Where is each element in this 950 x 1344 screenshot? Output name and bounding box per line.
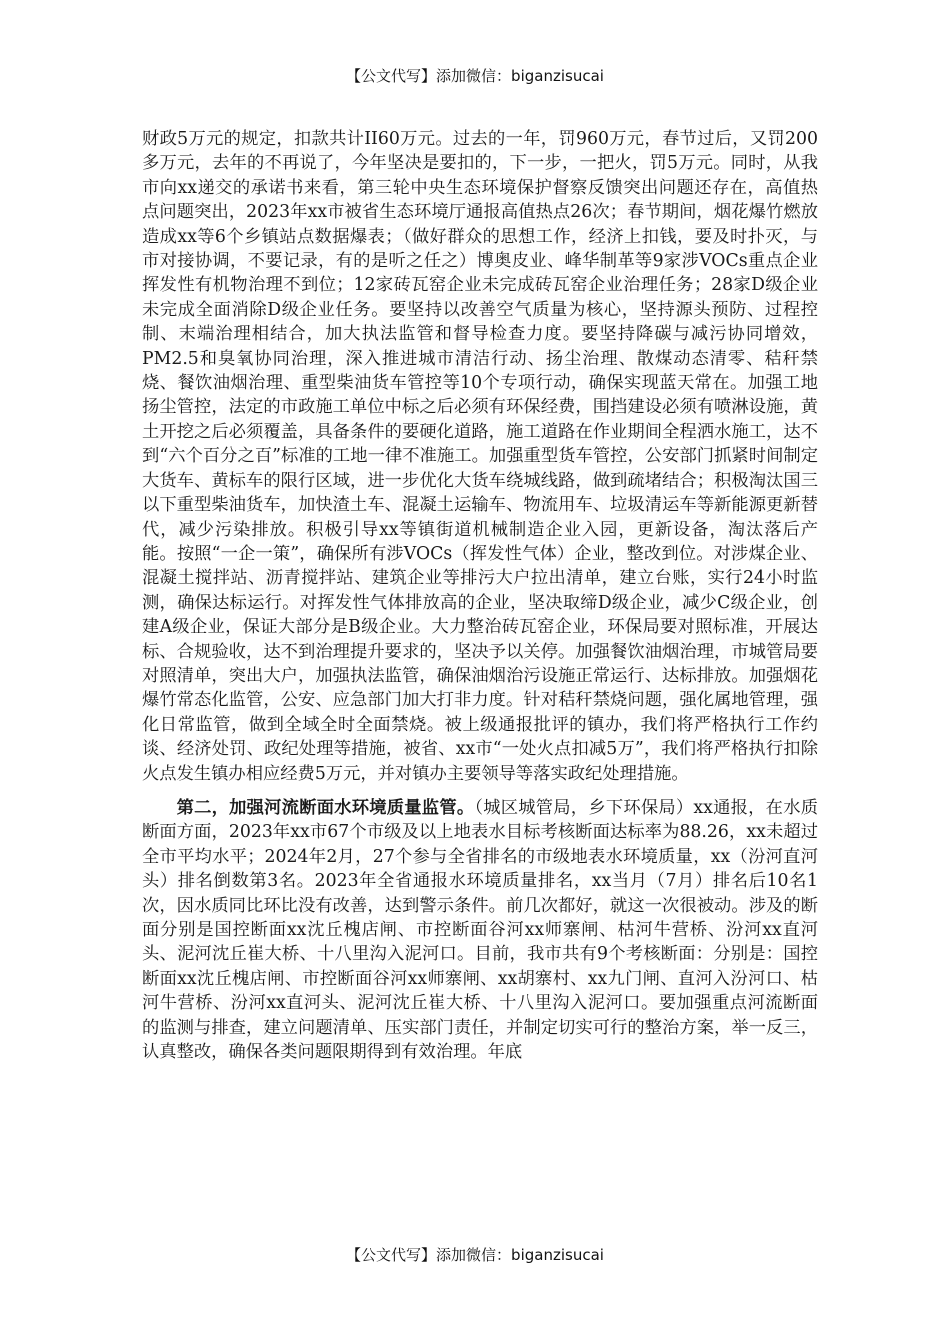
paragraph-text: （城区城管局，乡下环保局）xx通报，在水质断面方面，2023年xx市67个市级及以上地表水目标考核断面达标率为88.26，xx未超过全市平均水平；2024年2月，27个参与全省排名的市级地表水环境质量，xx（汾河直河头）排名倒数第3名。2023年全省通报水环境质量排名，xx当月（7月）排名后10名1次，因水质同比环比没有改善，达到警示条件。前几次都好，就这一次很被动。涉及的断面分别是国控断面xx沈丘槐店闸、市控断面谷河xx师寨闸、枯河牛营桥、汾河xx直河头、泥河沈丘崔大桥、十八里沟入泥河口。目前，我市共有9个考核断面：分别是：国控断面xx沈丘槐店闸、市控断面谷河xx师寨闸、xx胡寨村、xx九门闸、直河入汾河口、枯河牛营桥、汾河xx直河头、泥河沈丘崔大桥、十八里沟入泥河口。要加强重点河流断面的监测与排查，建立问题清单、压实部门责任，并制定切实可行的整治方案，举一反三，认真整改，确保各类问题限期得到有效治理。年底: [142, 797, 818, 1063]
paragraph-air-quality: [142, 127, 818, 786]
paragraph-text: 财政5万元的规定，扣款共计II60万元。过去的一年，罚960万元，春节过后，又罚200多万元，去年的不再说了，今年坚决是要扣的，下一步，一把火，罚5万元。同时，从我市向xx递交的承诺书来看，第三轮中央生态环境保护督察反馈突出问题还存在，高值热点问题突出，2023年xx市被省生态环境厅通报高值热点26次；春节期间，烟花爆竹燃放造成xx等6个乡镇站点数据爆表；（做好群众的思想工作，经济上扣钱，要及时扑灭，与市对接协调，不要记录，有的是听之任之）博奥皮业、峰华制革等9家涉VOCs重点企业挥发性有机物治理不到位；12家砖瓦窑企业未完成砖瓦窑企业治理任务；28家D级企业未完成全面消除D级企业任务。要坚持以改善空气质量为核心，坚持源头预防、过程控制、末端治理相结合，加大执法监管和督导检查力度。要坚持降碳与减污协同增效，PM2.5和臭氧协同治理，深入推进城市清洁行动、扬尘治理、散煤动态清零、秸秆禁烧、餐饮油烟治理、重型柴油货车管控等10个专项行动，确保实现蓝天常在。加强工地扬尘管控，法定的市政施工单位中标之后必须有环保经费，围挡建设必须有喷淋设施，黄土开挖之后必须覆盖，具备条件的要硬化道路，施工道路在作业期间全程洒水施工，达不到“六个百分之百”标准的工地一律不准施工。加强重型货车管控，公安部门抓紧时间制定大货车、黄标车的限行区域，进一步优化大货车绕城线路，做到疏堵结合；积极淘汰国三以下重型柴油货车，加快渣土车、混凝土运输车、物流用车、垃圾清运车等新能源更新替代，减少污染排放。积极引导xx等镇街道机械制造企业入园，更新设备，淘汰落后产能。按照“一企一策”，确保所有涉VOCs（挥发性气体）企业，整改到位。对涉煤企业、混凝土搅拌站、沥青搅拌站、建筑企业等排污大户拉出清单，建立台账，实行24小时监测，确保达标运行。对挥发性气体排放高的企业，坚决取缔D级企业，减少C级企业，创建A级企业，保证大部分是B级企业。大力整治砖瓦窑企业，环保局要对照标准，开展达标、合规验收，达不到治理提升要求的，坚决予以关停。加强餐饮油烟治理，市城管局要对照清单，突出大户，加强执法监管，确保油烟治污设施正常运行、达标排放。加强烟花爆竹常态化监管，公安、应急部门加大打非力度。针对秸秆禁烧问题，强化属地管理，强化日常监管，做到全域全时全面禁烧。被上级通报批评的镇办，我们将严格执行工作约谈、经济处罚、政纪处理等措施，被省、xx市“一处火点扣减5万”，我们将严格执行扣除火点发生镇办相应经费5万元，并对镇办主要领导等落实政纪处理措施。: [142, 129, 818, 784]
paragraph-heading: 第二，加强河流断面水环境质量监管。: [176, 797, 475, 818]
page-header: 【公文代写】添加微信：biganzisucai: [346, 67, 604, 85]
paragraph-water-quality: [142, 796, 818, 1064]
page-footer: 【公文代写】添加微信：biganzisucai: [346, 1246, 604, 1264]
document-body: [142, 127, 818, 1064]
